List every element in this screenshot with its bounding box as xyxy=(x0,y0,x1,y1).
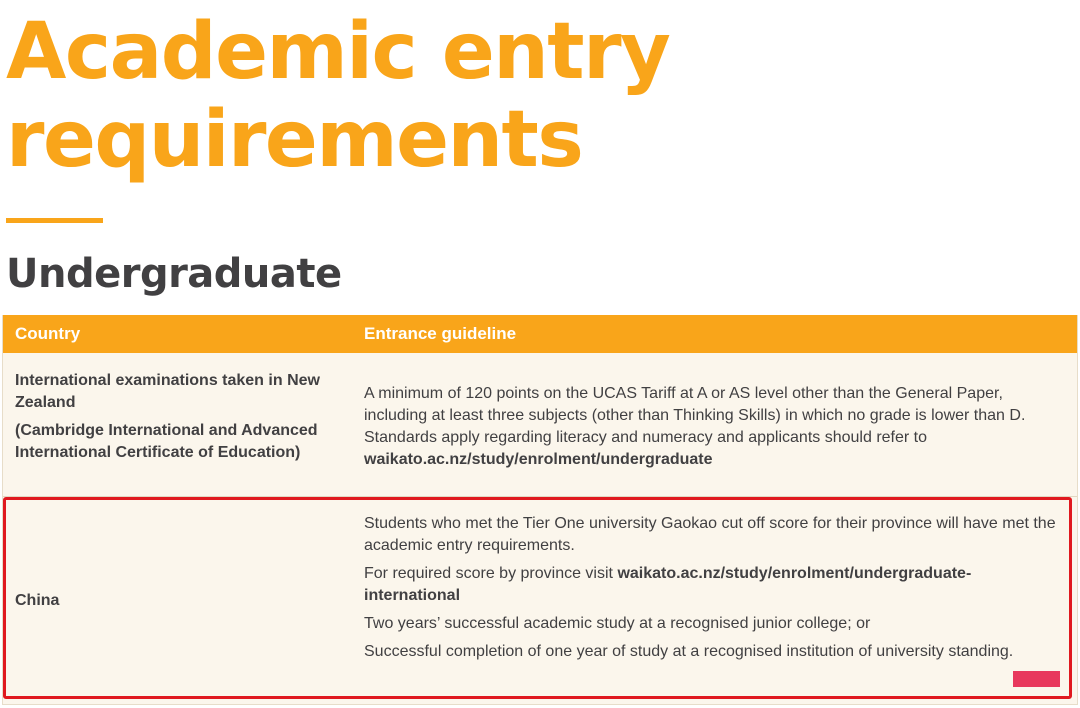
guideline-text: A minimum of 120 points on the UCAS Tariff at A or AS level other than the General Paper, including at least three subjects (other than Thinking Skills) in which no grade is lower than D. Standards apply regarding literacy and numeracy and applicants should refer to xyxy=(364,385,1026,446)
table-row xyxy=(3,353,1077,497)
undergraduate-link[interactable]: waikato.ac.nz/study/enrolment/undergraduate xyxy=(364,451,713,468)
column-header-country: Country xyxy=(15,324,81,343)
highlight-marker xyxy=(1013,671,1060,687)
guideline-paragraph xyxy=(364,383,1064,471)
table-header xyxy=(3,315,1077,353)
guideline-paragraph: Two years’ successful academic study at a recognised junior college; or xyxy=(364,615,871,632)
guideline-cell xyxy=(364,383,1064,471)
country-note: (Cambridge International and Advanced International Certificate of Education) xyxy=(15,422,318,461)
country-name: China xyxy=(15,592,60,609)
guideline-paragraph: Students who met the Tier One university Gaokao cut off score for their province will have met the academic entry requirements. xyxy=(364,515,1056,554)
section-heading-undergraduate: Undergraduate xyxy=(6,251,342,297)
guideline-paragraph: Successful completion of one year of study at a recognised institution of university standing. xyxy=(364,643,1014,660)
page-title-line-2: requirements xyxy=(6,95,583,185)
country-name: International examinations taken in New Zealand xyxy=(15,372,320,411)
undergraduate-international-link[interactable]: waikato.ac.nz/study/enrolment/undergraduate-international xyxy=(364,565,972,604)
country-cell xyxy=(15,370,335,464)
page-title-line-1: Academic entry xyxy=(6,7,670,97)
column-header-entrance-guideline: Entrance guideline xyxy=(364,324,517,343)
highlight-box xyxy=(3,497,1072,699)
title-divider xyxy=(6,218,103,223)
page-title xyxy=(6,8,669,184)
guideline-text: For required score by province visit xyxy=(364,565,618,582)
